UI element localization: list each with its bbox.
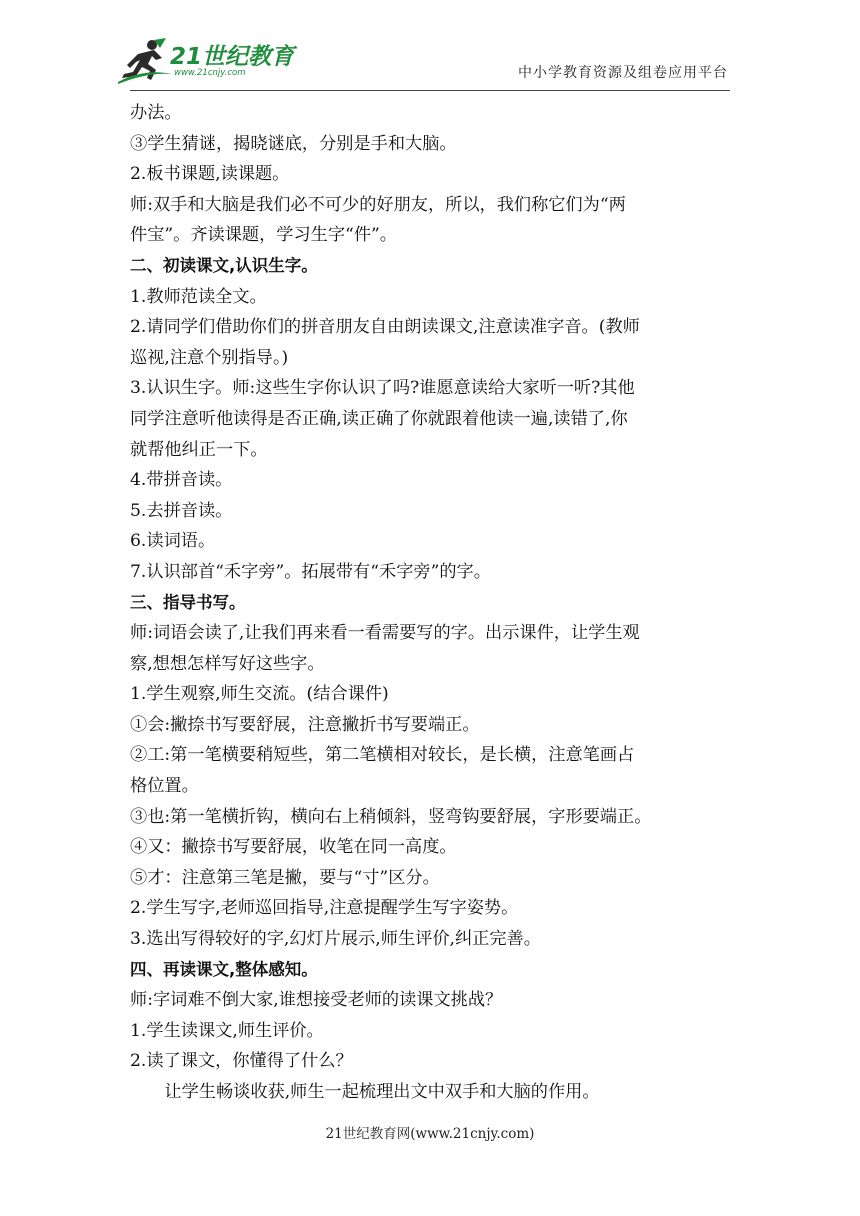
text-line: 2.学生写字,老师巡回指导,注意提醒学生写字姿势。 <box>130 898 519 919</box>
section-heading: 三、指导书写。 <box>130 592 246 612</box>
text-line: 件宝”。齐读课题，学习生字“件”。 <box>130 225 397 246</box>
text-line: 师:双手和大脑是我们必不可少的好朋友，所以，我们称它们为“两 <box>130 194 626 215</box>
text-line: ⑤才：注意第三笔是撇，要与“寸”区分。 <box>130 867 440 888</box>
text-line: 同学注意听他读得是否正确,读正确了你就跟着他读一遍,读错了,你 <box>130 408 628 429</box>
text-line: 2.板书课题,读课题。 <box>130 164 290 185</box>
text-line: ③也:第一笔横折钩，横向右上稍倾斜，竖弯钩要舒展，字形要端正。 <box>130 806 652 827</box>
text-line: ④又：撇捺书写要舒展，收笔在同一高度。 <box>130 837 457 858</box>
text-line: 7.认识部首“禾字旁”。拓展带有“禾字旁”的字。 <box>130 561 491 582</box>
header-divider <box>130 90 730 91</box>
text-line: 就帮他纠正一下。 <box>130 439 268 460</box>
section-heading: 二、初读课文,认识生字。 <box>130 255 318 275</box>
text-line: 1.学生读课文,师生评价。 <box>130 1020 324 1041</box>
logo-url: www.21cnjy.com <box>174 68 246 78</box>
text-line: 3.认识生字。师:这些生字你认识了吗?谁愿意读给大家听一听?其他 <box>130 378 635 399</box>
text-line: 2.请同学们借助你们的拼音朋友自由朗读课文,注意读准字音。(教师 <box>130 317 640 338</box>
section-heading: 四、再读课文,整体感知。 <box>130 959 318 979</box>
text-line: 2.读了课文，你懂得了什么？ <box>130 1051 353 1072</box>
text-line: 4.带拼音读。 <box>130 470 233 491</box>
text-line: ③学生猜谜，揭晓谜底，分别是手和大脑。 <box>130 133 457 154</box>
text-line: 格位置。 <box>130 776 199 797</box>
platform-title: 中小学教育资源及组卷应用平台 <box>518 65 728 81</box>
logo-text: 21世纪教育 <box>170 44 295 70</box>
text-line: 5.去拼音读。 <box>130 500 233 521</box>
text-line: 6.读词语。 <box>130 531 216 552</box>
page-header <box>0 0 860 98</box>
runner-logo-icon <box>118 38 174 84</box>
text-line: 1.学生观察,师生交流。(结合课件) <box>130 684 389 705</box>
text-line: ①会:撇捺书写要舒展，注意撇折书写要端正。 <box>130 714 480 735</box>
lesson-body <box>130 98 734 1108</box>
text-line: 1.教师范读全文。 <box>130 286 267 307</box>
page-footer: 21世纪教育网(www.21cnjy.com) <box>325 1126 535 1142</box>
text-line: 3.选出写得较好的字,幻灯片展示,师生评价,纠正完善。 <box>130 929 541 950</box>
text-line: 师:字词难不倒大家,谁想接受老师的读课文挑战？ <box>130 990 503 1011</box>
text-line: 察,想想怎样写好这些字。 <box>130 653 325 674</box>
text-line: 师:词语会读了,让我们再来看一看需要写的字。出示课件，让学生观 <box>130 623 640 644</box>
text-line: 巡视,注意个别指导。) <box>130 347 289 368</box>
site-logo <box>118 38 295 84</box>
text-line: 办法。 <box>130 103 182 123</box>
text-line: ②工:第一笔横要稍短些，第二笔横相对较长，是长横，注意笔画占 <box>130 745 635 766</box>
text-line: 让学生畅谈收获,师生一起梳理出文中双手和大脑的作用。 <box>164 1082 600 1102</box>
